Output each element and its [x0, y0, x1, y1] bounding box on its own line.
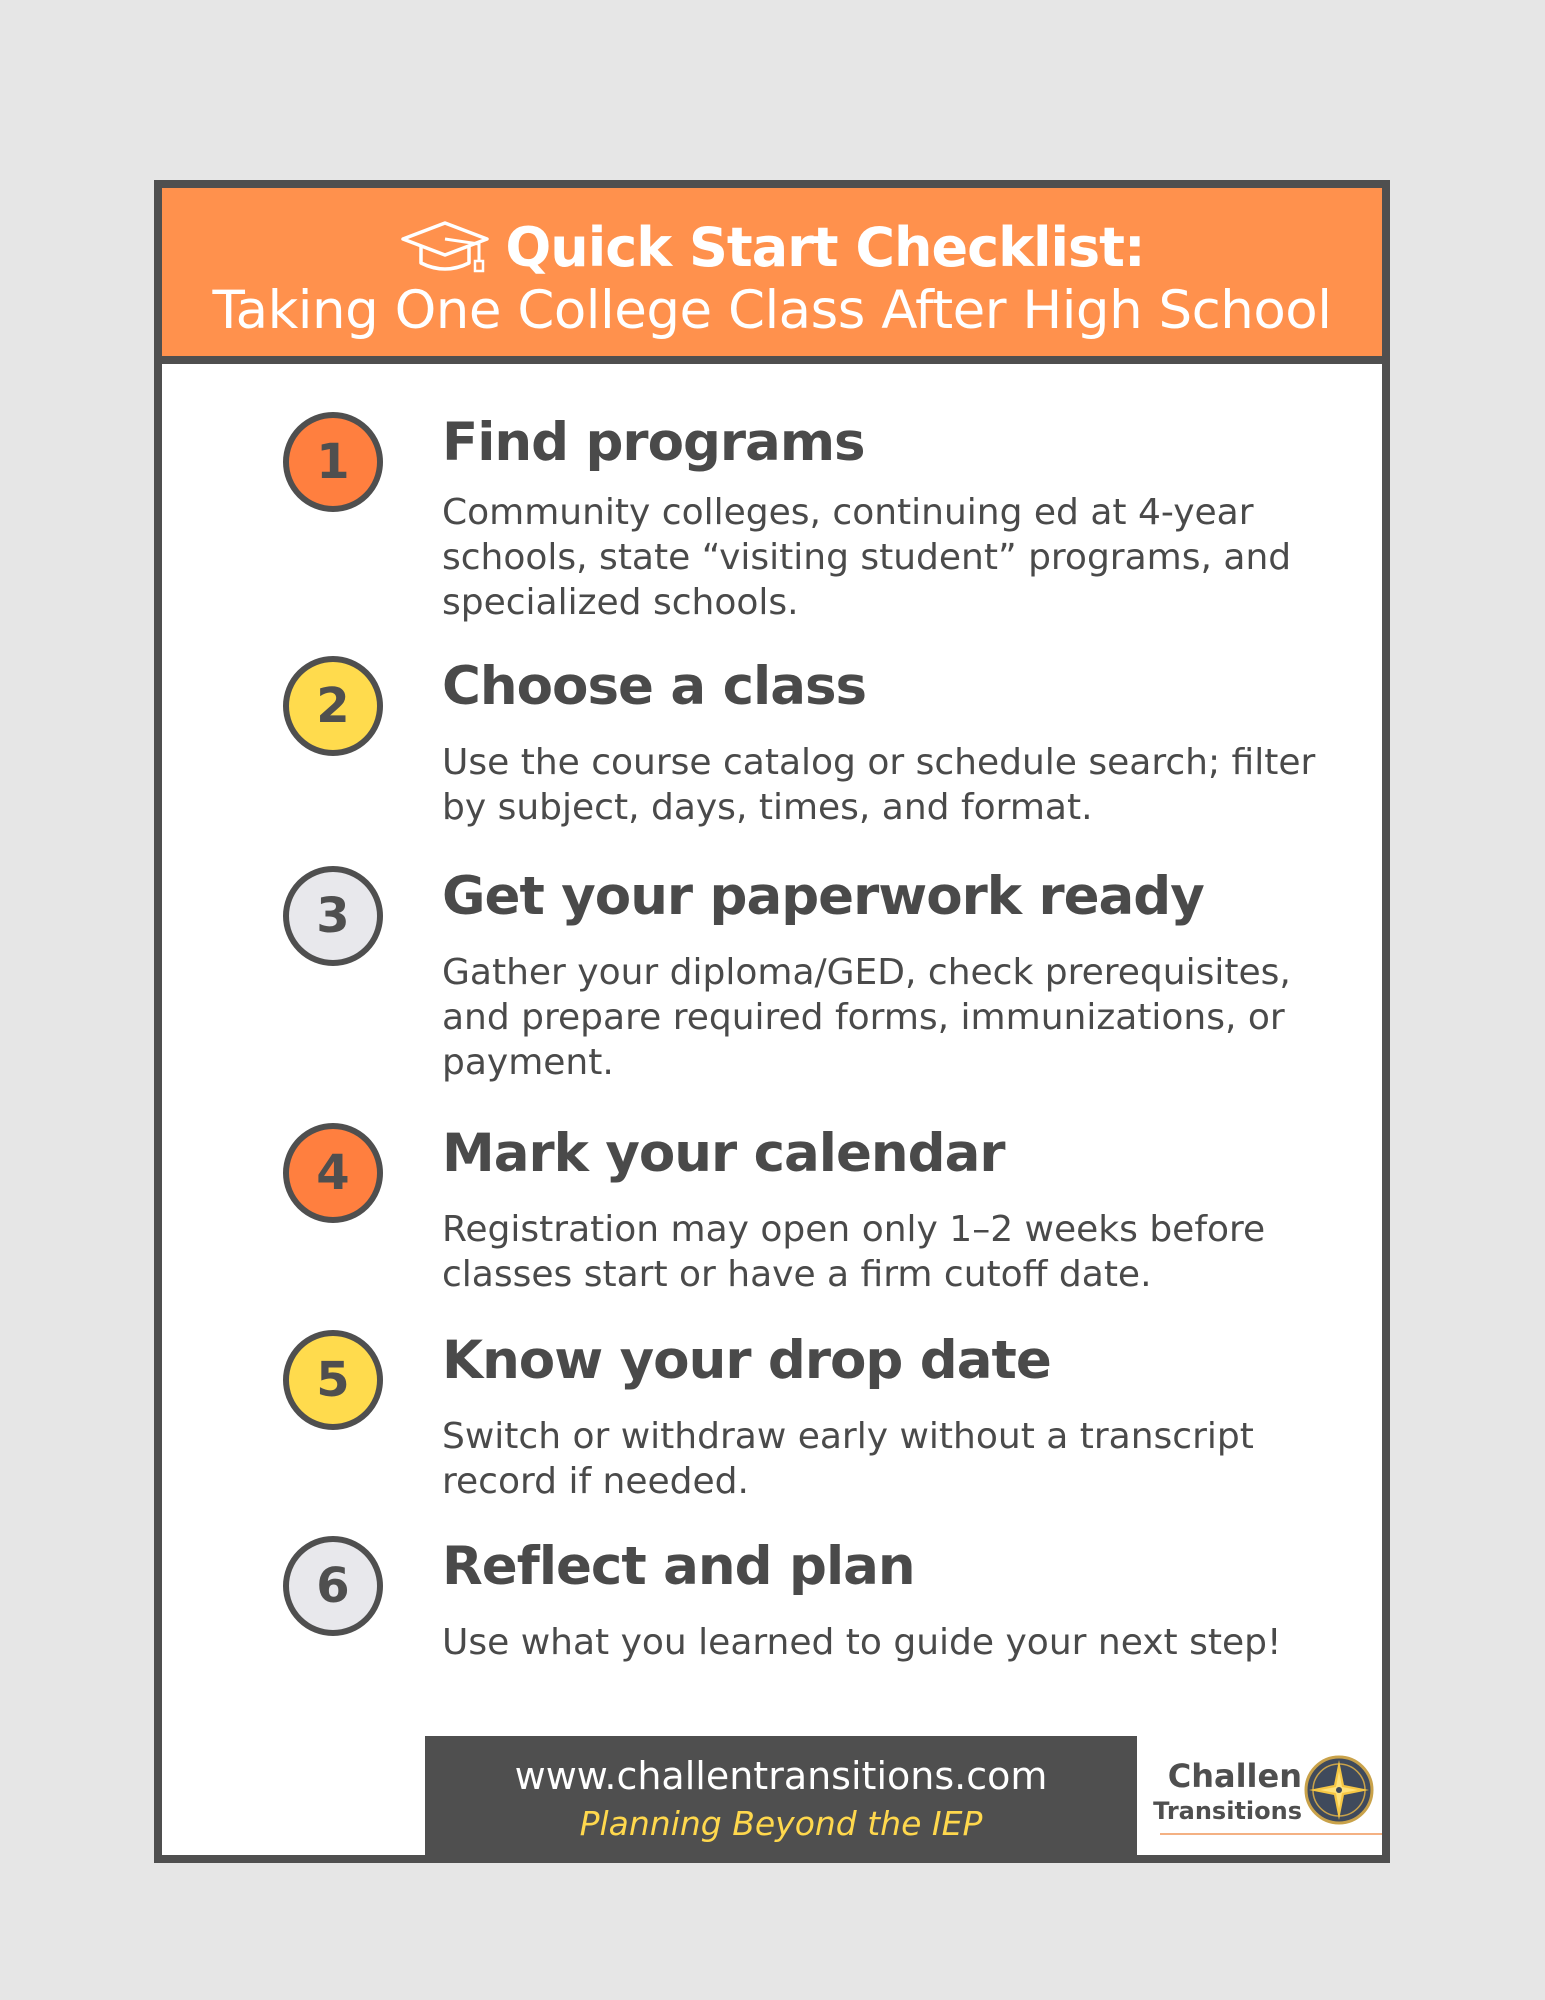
step-number-badge: 6: [283, 1536, 383, 1636]
logo-line-1: Challen: [1167, 1757, 1302, 1795]
checklist-card: [154, 180, 1390, 1863]
challen-transitions-logo: [1152, 1753, 1382, 1843]
step-number-badge: 3: [283, 866, 383, 966]
step-number-badge: 2: [283, 656, 383, 756]
step-number-badge: 5: [283, 1330, 383, 1430]
step-title: Reflect and plan: [442, 1536, 915, 1597]
page-subtitle: Taking One College Class After High School: [212, 280, 1332, 341]
logo-underline: [1160, 1833, 1382, 1835]
step-number-badge: 4: [283, 1123, 383, 1223]
logo-line-2: Transitions: [1153, 1797, 1302, 1825]
step-description: Registration may open only 1–2 weeks before classes start or have a firm cutoff date.: [442, 1209, 1266, 1295]
step-description: Switch or withdraw early without a transcript record if needed.: [442, 1416, 1254, 1502]
step-number-badge: 1: [283, 412, 383, 512]
step-description: Gather your diploma/GED, check prerequisites, and prepare required forms, immunizations, or payment.: [442, 952, 1291, 1083]
website-link[interactable]: www.challentransitions.com: [514, 1754, 1048, 1798]
step-title: Choose a class: [442, 656, 867, 717]
title-row: [162, 214, 1382, 280]
header-banner: [162, 188, 1382, 364]
step-title: Find programs: [442, 412, 865, 473]
step-description: Use the course catalog or schedule search; filter by subject, days, times, and format.: [442, 742, 1316, 828]
page-title: Quick Start Checklist:: [505, 215, 1145, 279]
tagline: Planning Beyond the IEP: [579, 1804, 983, 1843]
step-title: Know your drop date: [442, 1330, 1051, 1391]
step-description: Community colleges, continuing ed at 4-year schools, state “visiting student” programs, and specialized schools.: [442, 492, 1292, 623]
footer-banner: [425, 1736, 1137, 1863]
step-description: Use what you learned to guide your next step!: [442, 1622, 1282, 1663]
step-title: Mark your calendar: [442, 1123, 1005, 1184]
step-title: Get your paperwork ready: [442, 866, 1204, 927]
compass-icon: [1302, 1753, 1376, 1827]
graduation-cap-icon: [399, 219, 491, 275]
